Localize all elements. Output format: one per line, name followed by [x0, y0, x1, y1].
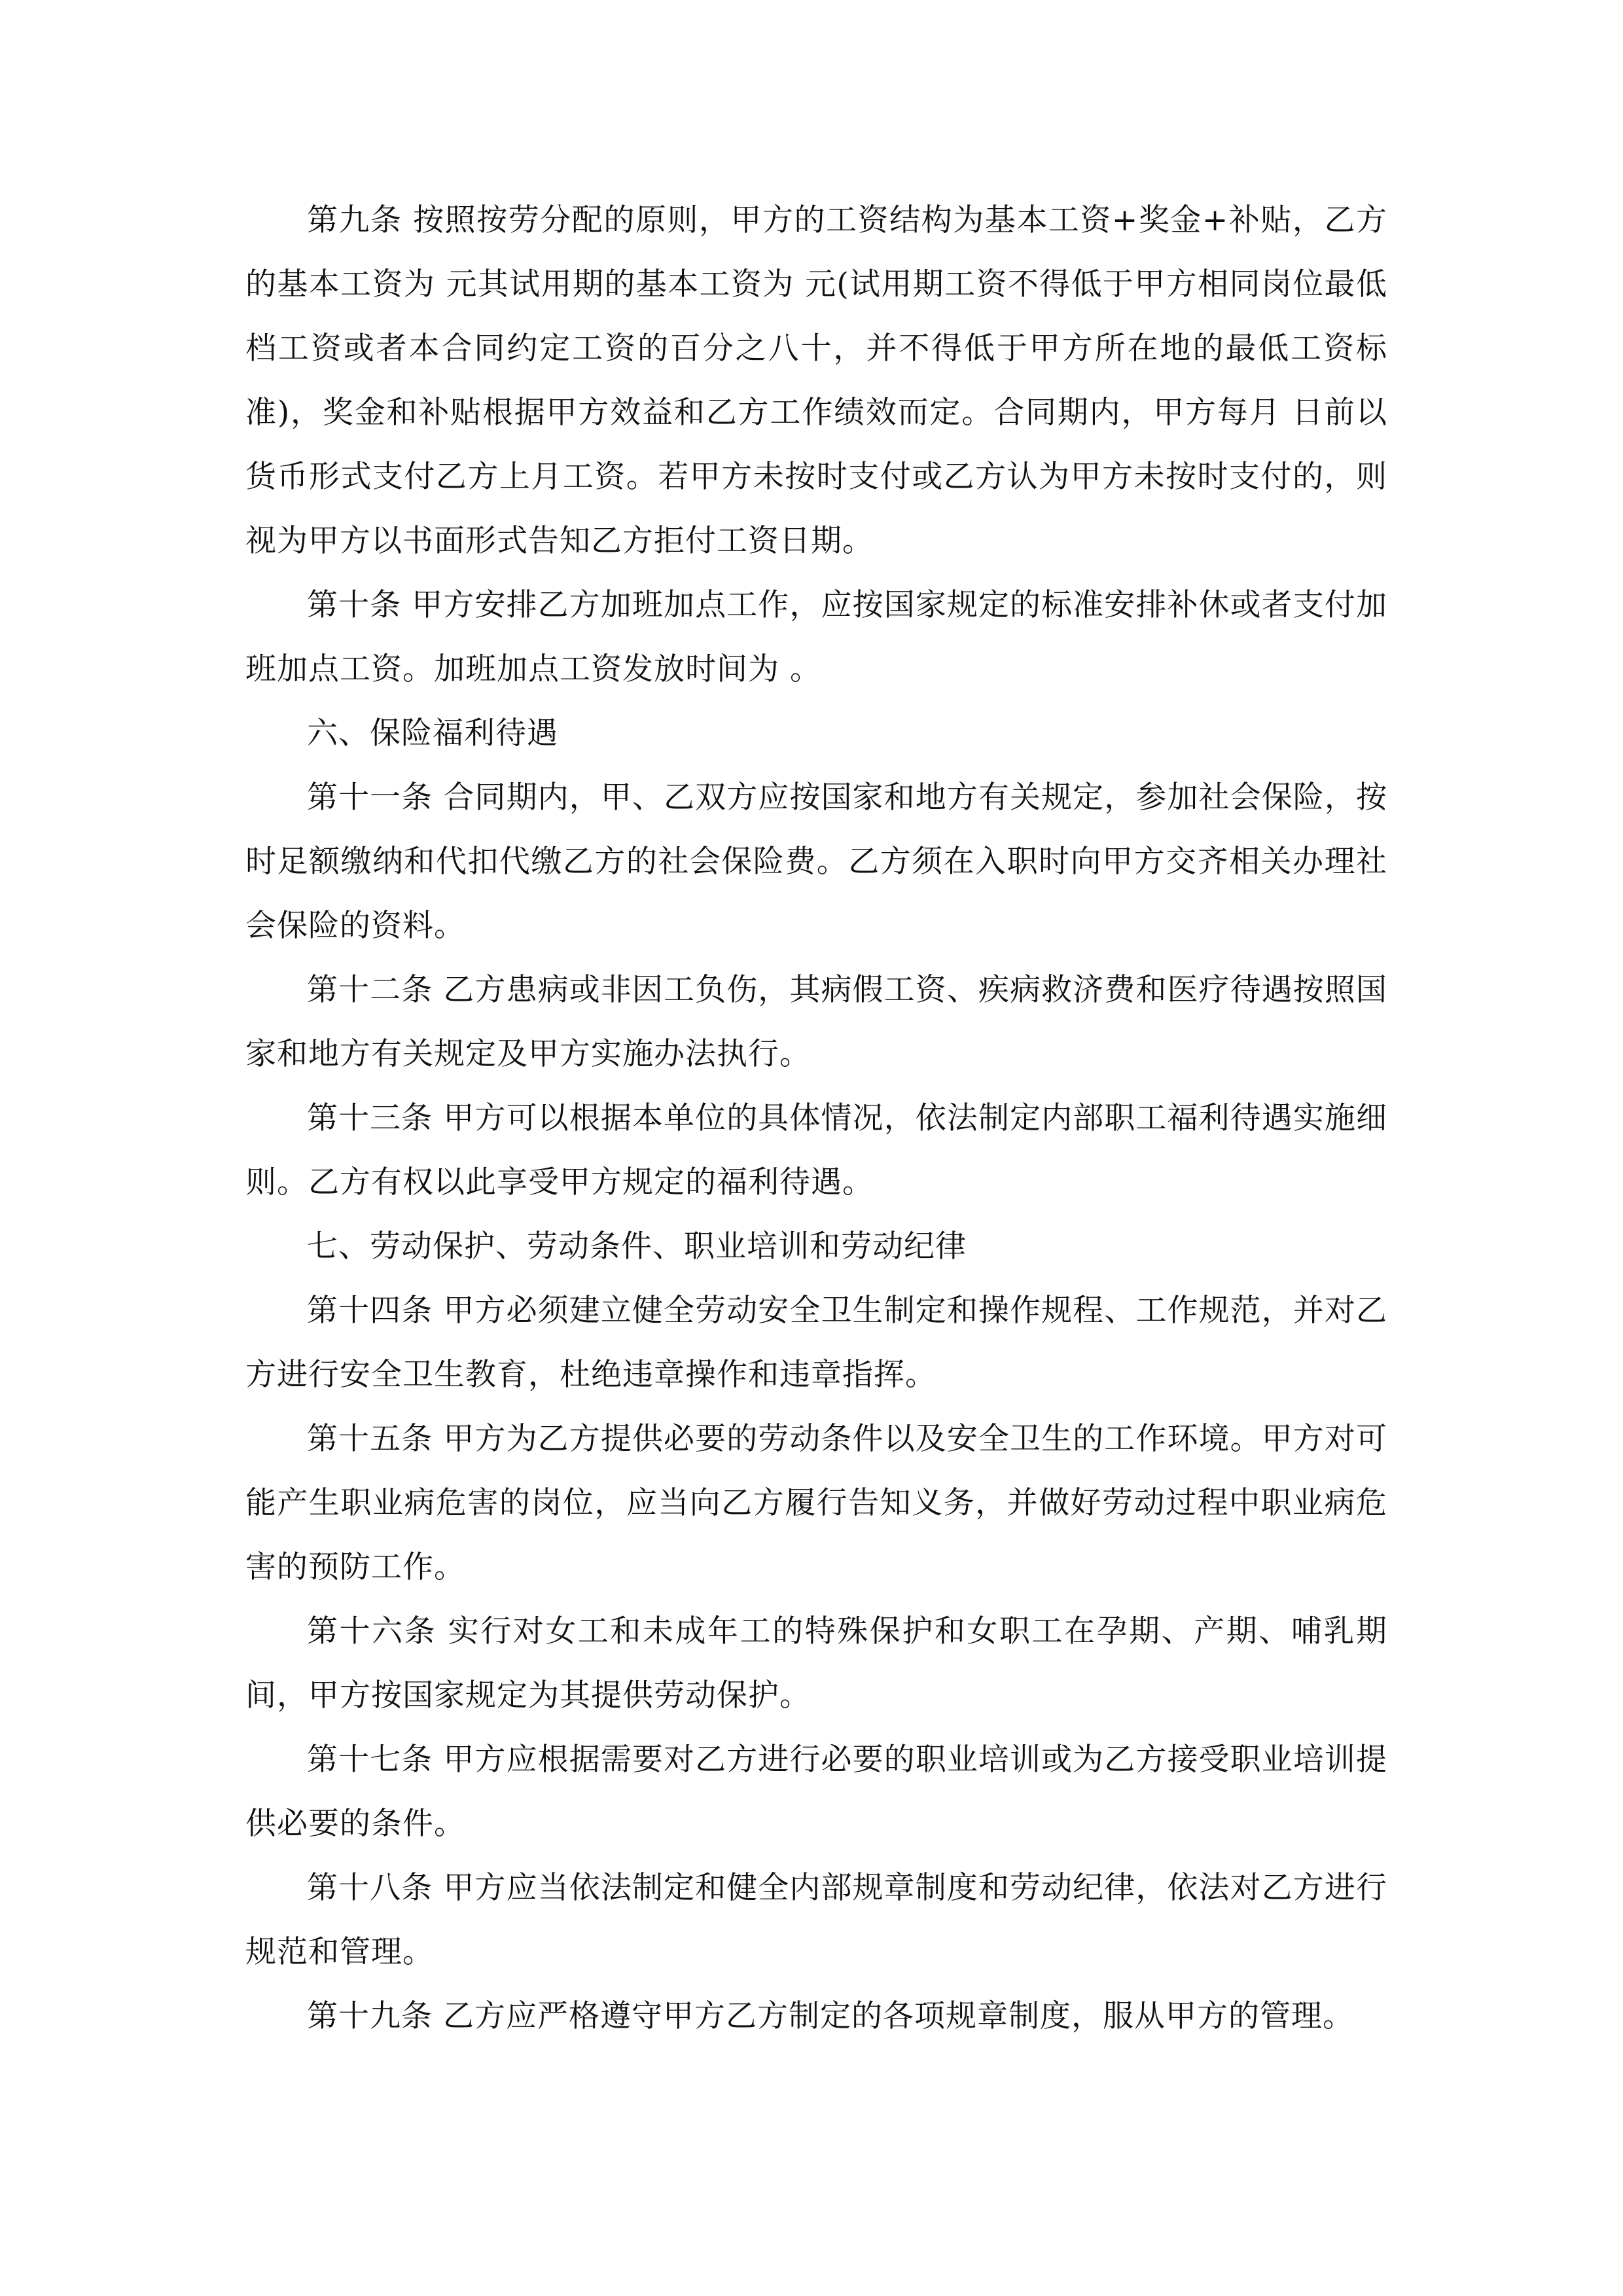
- article-13-paragraph: 第十三条 甲方可以根据本单位的具体情况，依法制定内部职工福利待遇实施细则。乙方有权以此享受甲方规定的福利待遇。: [245, 1100, 1387, 1200]
- article-11-paragraph: 第十一条 合同期内，甲、乙双方应按国家和地方有关规定，参加社会保险，按时足额缴纳和代扣代缴乙方的社会保险费。乙方须在入职时向甲方交齐相关办理社会保险的资料。: [245, 780, 1387, 944]
- article-17-paragraph: 第十七条 甲方应根据需要对乙方进行必要的职业培训或为乙方接受职业培训提供必要的条件。: [245, 1742, 1387, 1842]
- article-10-paragraph: 第十条 甲方安排乙方加班加点工作，应按国家规定的标准安排补休或者支付加班加点工资。加班加点工资发放时间为 。: [245, 587, 1387, 687]
- article-12-paragraph: 第十二条 乙方患病或非因工负伤，其病假工资、疾病救济费和医疗待遇按照国家和地方有关规定及甲方实施办法执行。: [245, 972, 1387, 1072]
- article-18-paragraph: 第十八条 甲方应当依法制定和健全内部规章制度和劳动纪律，依法对乙方进行规范和管理。: [245, 1870, 1387, 1970]
- article-15-paragraph: 第十五条 甲方为乙方提供必要的劳动条件以及安全卫生的工作环境。甲方对可能产生职业病危害的岗位，应当向乙方履行告知义务，并做好劳动过程中职业病危害的预防工作。: [245, 1421, 1387, 1585]
- section-6-heading: 六、保险福利待遇: [307, 715, 558, 751]
- section-7-heading: 七、劳动保护、劳动条件、职业培训和劳动纪律: [307, 1229, 967, 1265]
- article-16-paragraph: 第十六条 实行对女工和未成年工的特殊保护和女职工在孕期、产期、哺乳期间，甲方按国家规定为其提供劳动保护。: [245, 1613, 1387, 1713]
- article-19-paragraph: 第十九条 乙方应严格遵守甲方乙方制定的各项规章制度，服从甲方的管理。: [307, 1998, 1354, 2034]
- article-9-paragraph: 第九条 按照按劳分配的原则，甲方的工资结构为基本工资+奖金+补贴，乙方的基本工资为 元其试用期的基本工资为 元(试用期工资不得低于甲方相同岗位最低档工资或者本合同约定工资的百分之八十，并不得低于甲方所在地的最低工资标准)，奖金和补贴根据甲方效益和乙方工作绩效而定。合同期内，甲方每月 日前以货币形式支付乙方上月工资。若甲方未按时支付或乙方认为甲方未按时支付的，则视为甲方以书面形式告知乙方拒付工资日期。: [245, 202, 1387, 559]
- document-body: [245, 188, 1387, 2049]
- article-14-paragraph: 第十四条 甲方必须建立健全劳动安全卫生制定和操作规程、工作规范，并对乙方进行安全卫生教育，杜绝违章操作和违章指挥。: [245, 1293, 1387, 1393]
